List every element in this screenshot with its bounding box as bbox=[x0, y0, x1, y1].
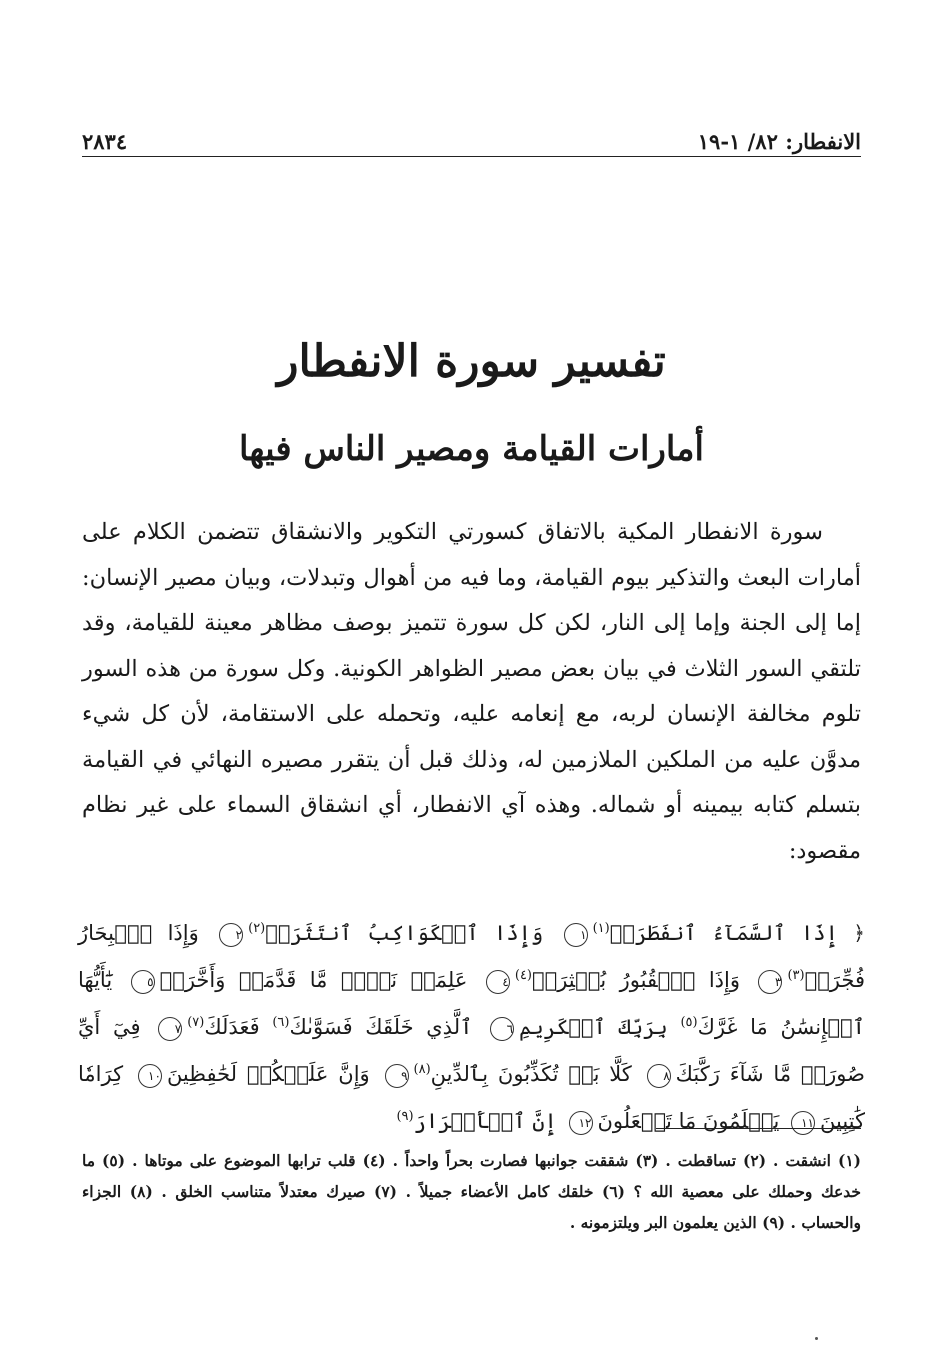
quran-verse bbox=[380, 1062, 632, 1086]
ayah-number-marker: ٩ bbox=[385, 1064, 409, 1088]
intro-paragraph-block bbox=[82, 510, 861, 874]
footnote-reference: (٥) bbox=[680, 1015, 698, 1030]
footnote: (٣) شققت جوانبها فصارت بحراً واحداً . bbox=[392, 1151, 659, 1170]
ayah-number-marker: ٢ bbox=[219, 923, 243, 947]
quran-open-bracket: ﴿ bbox=[853, 921, 865, 945]
ayah-number-marker: ٣ bbox=[758, 970, 782, 994]
ayah-number-marker: ١ bbox=[564, 923, 588, 947]
quran-verse bbox=[126, 968, 468, 992]
footnotes-block bbox=[82, 1145, 861, 1238]
ayah-number-marker: ٤ bbox=[486, 970, 510, 994]
footnote: (٤) قلب ترابها الموضوع على موتاها . bbox=[132, 1151, 386, 1170]
verse-text: يَعۡلَمُونَ مَا تَفۡعَلُونَ bbox=[597, 1109, 780, 1133]
header-divider bbox=[82, 156, 861, 157]
verse-text: وَإِذَا ٱلۡبِحَارُ فُجِّرَتۡ bbox=[78, 921, 865, 992]
page-number: ٢٨٣٤ bbox=[82, 129, 128, 154]
quran-verse bbox=[559, 921, 838, 945]
verse-text: ٱلَّذِي خَلَقَكَ فَسَوَّىٰكَ bbox=[289, 1015, 473, 1039]
footnote: (٧) صيرك معتدلاً متناسب الخلق . bbox=[161, 1182, 397, 1201]
verse-text: فَعَدَلَكَ bbox=[204, 1015, 260, 1039]
intro-paragraph: سورة الانفطار المكية بالاتفاق كسورتي التكوير والانشقاق تتضمن الكلام على أمارات البعث والتذكير بيوم القيامة، وما فيه من أهوال وتبدلات، وبيان مصير الإنسان: إما إلى الجنة وإما إلى النار، لكن كل سورة تتميز بوصف مظاهر معينة للقيامة، وقد تلتقي السور الثلاث في بيان بعض مصير الظواهر الكونية. وكل سورة من هذه السور تلوم مخالفة الإنسان لربه، مع إنعامه عليه، وتحمله على الاستقامة، لأن كل شيء مدوَّن عليه من الملكين الملازمين له، وذلك قبل أن يتقرر مصيره النهائي في القيامة بتسلم كتابه بيمينه أو شماله. وهذه آي الانفطار، أي انشقاق السماء على غير نظام مقصود: bbox=[82, 519, 861, 864]
footnote: (٦) خلقك كامل الأعضاء جميلاً . bbox=[405, 1182, 626, 1201]
footnote-reference: (٦) bbox=[272, 1015, 290, 1030]
footnote: (٩) الذين يعلمون البر ويلتزمونه . bbox=[569, 1213, 786, 1232]
footnote: (٢) تساقطت . bbox=[665, 1151, 767, 1170]
surah-title: تفسير سورة الانفطار bbox=[277, 336, 666, 387]
quran-verse bbox=[396, 1109, 556, 1133]
quran-verse bbox=[564, 1109, 780, 1133]
verse-text: إِنَّ ٱلۡأَبۡرَارَ bbox=[413, 1109, 557, 1133]
footnote-reference: (٤) bbox=[514, 968, 532, 983]
ayah-number-marker: ٧ bbox=[158, 1017, 182, 1041]
quran-verse bbox=[153, 1015, 259, 1039]
verse-text: كَلَّا بَلۡ تُكَذِّبُونَ بِٱلدِّينِ bbox=[430, 1062, 632, 1086]
page-speck bbox=[815, 1337, 818, 1340]
footnote-reference: (٩) bbox=[396, 1109, 414, 1124]
verse-text: بِرَبِّكَ ٱلۡكَرِيمِ bbox=[519, 1015, 668, 1039]
section-title: أمارات القيامة ومصير الناس فيها bbox=[239, 429, 704, 469]
footnote-reference: (١) bbox=[592, 921, 610, 936]
ayah-number-marker: ٦ bbox=[490, 1017, 514, 1041]
quran-verses-block bbox=[78, 910, 865, 1145]
verse-text: وَإِنَّ عَلَيۡكُمۡ لَحَٰفِظِينَ bbox=[166, 1062, 370, 1086]
ayah-number-marker: ٥ bbox=[131, 970, 155, 994]
quran-verse bbox=[214, 921, 543, 945]
quran-verse bbox=[133, 1062, 370, 1086]
footnote-reference: (٣) bbox=[787, 968, 805, 983]
verse-text: وَإِذَا ٱلۡقُبُورُ بُعۡثِرَتۡ bbox=[532, 968, 740, 992]
ayah-number-marker: ٨ bbox=[647, 1064, 671, 1088]
surah-reference: الانفطار: ٨٢/ ١-١٩ bbox=[697, 129, 861, 154]
footnote: (٨) الجزاء والحساب . bbox=[82, 1182, 861, 1232]
verse-text: كِرَامٗا كَٰتِبِينَ bbox=[78, 1062, 865, 1133]
footnote-reference: (٢) bbox=[248, 921, 266, 936]
footnote-reference: (٨) bbox=[413, 1062, 431, 1077]
verse-text: وَإِذَا ٱلۡكَوَاكِبُ ٱنتَثَرَتۡ bbox=[265, 921, 544, 945]
footnote-divider bbox=[656, 1128, 861, 1129]
quran-verse bbox=[481, 968, 740, 992]
verse-text: فِيٓ أَيِّ صُورَةٖ مَّا شَآءَ رَكَّبَكَ bbox=[78, 1015, 865, 1086]
quran-verse bbox=[485, 1015, 668, 1039]
footnote: (٥) ما خدعك وحملك على معصية الله ؟ bbox=[82, 1151, 861, 1201]
ayah-number-marker: ١٢ bbox=[569, 1111, 593, 1135]
footnote-reference: (٧) bbox=[187, 1015, 205, 1030]
ayah-number-marker: ١٠ bbox=[138, 1064, 162, 1088]
footnote: (١) انشقت . bbox=[773, 1151, 861, 1170]
verse-text: إِذَا ٱلسَّمَآءُ ٱنفَطَرَتۡ bbox=[609, 921, 838, 945]
verse-text: عَلِمَتۡ نَفۡسٞ مَّا قَدَّمَتۡ وَأَخَّرَتۡ bbox=[159, 968, 468, 992]
running-header bbox=[82, 118, 861, 154]
verse-text: يَٰٓأَيُّهَا ٱلۡإِنسَٰنُ مَا غَرَّكَ bbox=[78, 968, 865, 1039]
quran-verse bbox=[272, 1015, 472, 1039]
ayah-number-marker: ١١ bbox=[791, 1111, 815, 1135]
